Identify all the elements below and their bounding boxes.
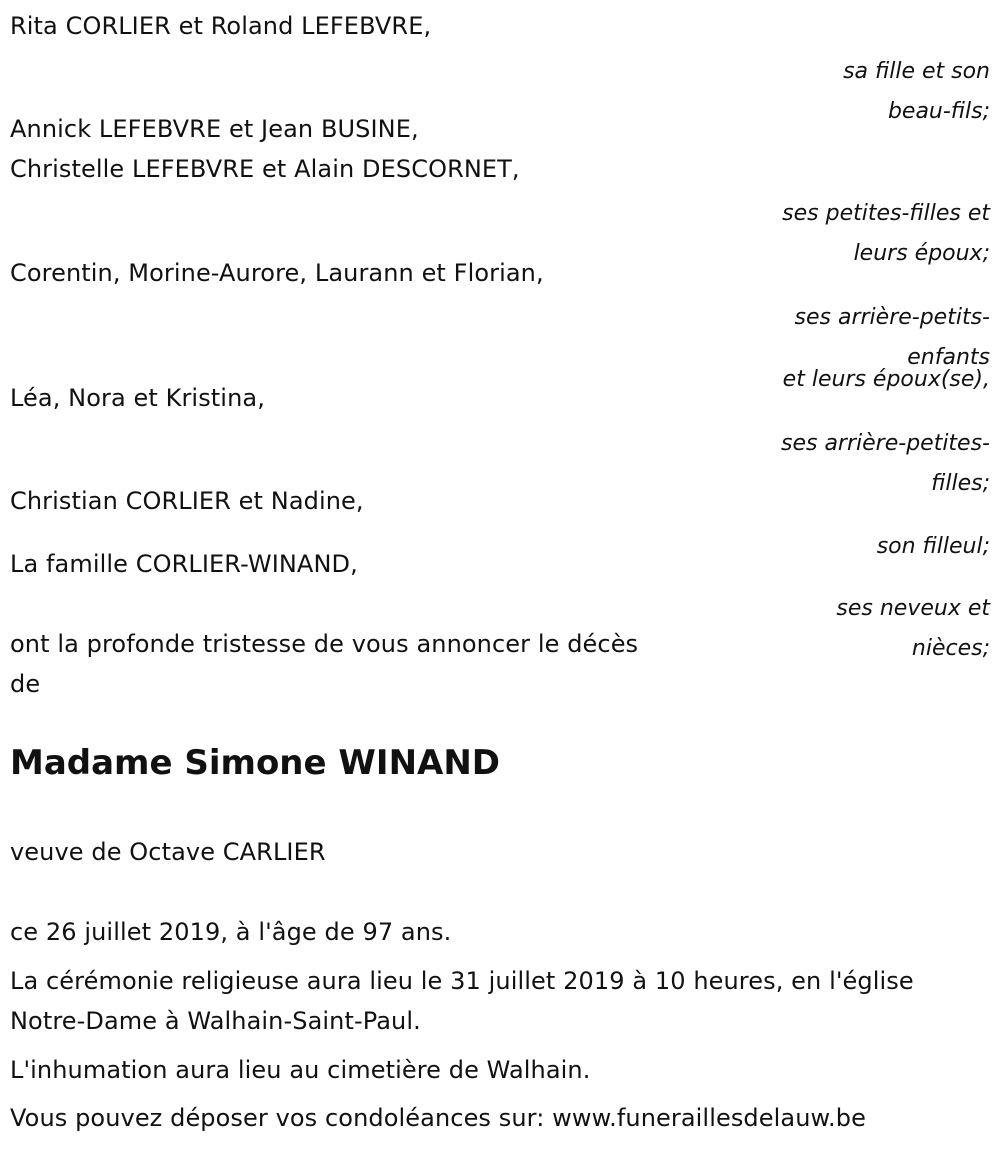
announcement-line: ont la profonde tristesse de vous annoncer le décès — [10, 630, 639, 658]
relation-great-granddaughters-cont: filles; — [931, 471, 990, 496]
burial-line: L'inhumation aura lieu au cimetière de Walhain. — [10, 1056, 591, 1084]
ceremony-location-line: Notre-Dame à Walhain-Saint-Paul. — [10, 1007, 421, 1035]
relation-daughter: sa fille et son — [843, 59, 990, 84]
relation-granddaughters: ses petites-filles et — [782, 201, 990, 226]
family-line-annick-jean: Annick LEFEBVRE et Jean BUSINE, — [10, 115, 419, 143]
family-line-corlier-winand: La famille CORLIER-WINAND, — [10, 550, 358, 578]
relation-great-grandchildren: ses arrière-petits- — [794, 305, 990, 330]
family-line-christelle-alain: Christelle LEFEBVRE et Alain DESCORNET, — [10, 155, 520, 183]
deceased-name: Madame Simone WINAND — [10, 743, 501, 783]
relation-husbands: leurs époux; — [853, 241, 990, 266]
relation-nieces: nièces; — [911, 636, 990, 661]
relation-spouses: et leurs époux(se), — [782, 367, 990, 392]
relation-great-granddaughters: ses arrière-petites- — [781, 431, 990, 456]
family-line-christian-nadine: Christian CORLIER et Nadine, — [10, 487, 364, 515]
death-date-line: ce 26 juillet 2019, à l'âge de 97 ans. — [10, 918, 452, 946]
condolences-line: Vous pouvez déposer vos condoléances sur: www.funeraillesdelauw.be — [10, 1104, 866, 1132]
ceremony-line: La cérémonie religieuse aura lieu le 31 juillet 2019 à 10 heures, en l'église — [10, 967, 914, 995]
family-line-lea-nora-kristina: Léa, Nora et Kristina, — [10, 384, 265, 412]
relation-son-in-law: beau-fils; — [887, 99, 990, 124]
family-line-rita-roland: Rita CORLIER et Roland LEFEBVRE, — [10, 12, 432, 40]
relation-great-grandchildren-cont: enfants — [907, 345, 990, 370]
family-line-great-grandchildren: Corentin, Morine-Aurore, Laurann et Florian, — [10, 259, 544, 287]
announcement-line-cont: de — [10, 670, 41, 698]
relation-nephews: ses neveux et — [836, 596, 990, 621]
spouse-line: veuve de Octave CARLIER — [10, 838, 326, 866]
relation-godson: son filleul; — [876, 534, 990, 559]
